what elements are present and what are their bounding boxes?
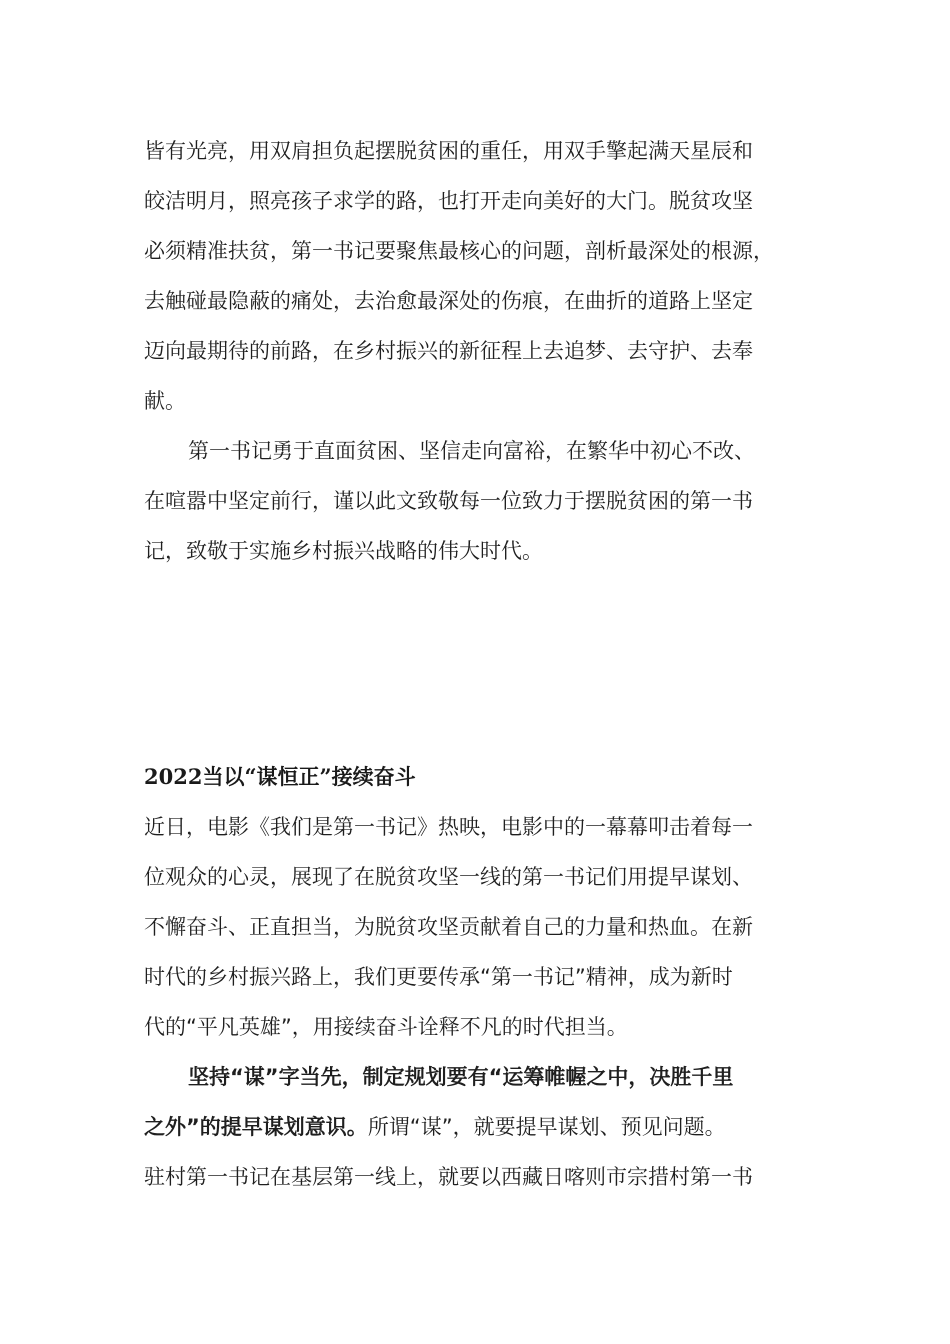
paragraph-line: 迈向最期待的前路，在乡村振兴的新征程上去追梦、去守护、去奉 xyxy=(144,339,753,363)
paragraph-line: 皆有光亮，用双肩担负起摆脱贫困的重任，用双手擎起满天星辰和 xyxy=(144,139,753,163)
paragraph-line: 驻村第一书记在基层第一线上，就要以西藏日喀则市宗措村第一书 xyxy=(144,1165,753,1189)
paragraph-line: 时代的乡村振兴路上，我们更要传承“第一书记”精神，成为新时 xyxy=(144,965,733,989)
paragraph-line: 近日，电影《我们是第一书记》热映，电影中的一幕幕叩击着每一 xyxy=(144,815,753,839)
paragraph-line: 不懈奋斗、正直担当，为脱贫攻坚贡献着自己的力量和热血。在新 xyxy=(144,915,753,939)
paragraph-line: 皎洁明月，照亮孩子求学的路，也打开走向美好的大门。脱贫攻坚 xyxy=(144,189,753,213)
paragraph-line: 位观众的心灵，展现了在脱贫攻坚一线的第一书记们用提早谋划、 xyxy=(144,865,753,889)
paragraph-line: 代的“平凡英雄”，用接续奋斗诠释不凡的时代担当。 xyxy=(144,1015,628,1039)
paragraph-line: 必须精准扶贫，第一书记要聚焦最核心的问题，剖析最深处的根源， xyxy=(144,239,774,263)
normal-phrase: 所谓“谋”，就要提早谋划、预见问题。 xyxy=(367,1115,726,1139)
paragraph-line: 在喧嚣中坚定前行，谨以此文致敬每一位致力于摆脱贫困的第一书 xyxy=(144,489,753,513)
section-title: 2022当以“谋恒正”接续奋斗 xyxy=(144,764,416,789)
paragraph-line-mixed xyxy=(144,1113,726,1141)
bold-phrase: 之外”的提早谋划意识。 xyxy=(144,1115,368,1139)
paragraph-line: 去触碰最隐蔽的痛处，去治愈最深处的伤痕，在曲折的道路上坚定 xyxy=(144,289,753,313)
paragraph-line: 记，致敬于实施乡村振兴战略的伟大时代。 xyxy=(144,539,543,563)
paragraph-line: 第一书记勇于直面贫困、坚信走向富裕，在繁华中初心不改、 xyxy=(188,439,755,463)
paragraph-line-bold: 坚持“谋”字当先，制定规划要有“运筹帷幄之中，决胜千里 xyxy=(188,1065,734,1089)
paragraph-line: 献。 xyxy=(144,389,186,413)
